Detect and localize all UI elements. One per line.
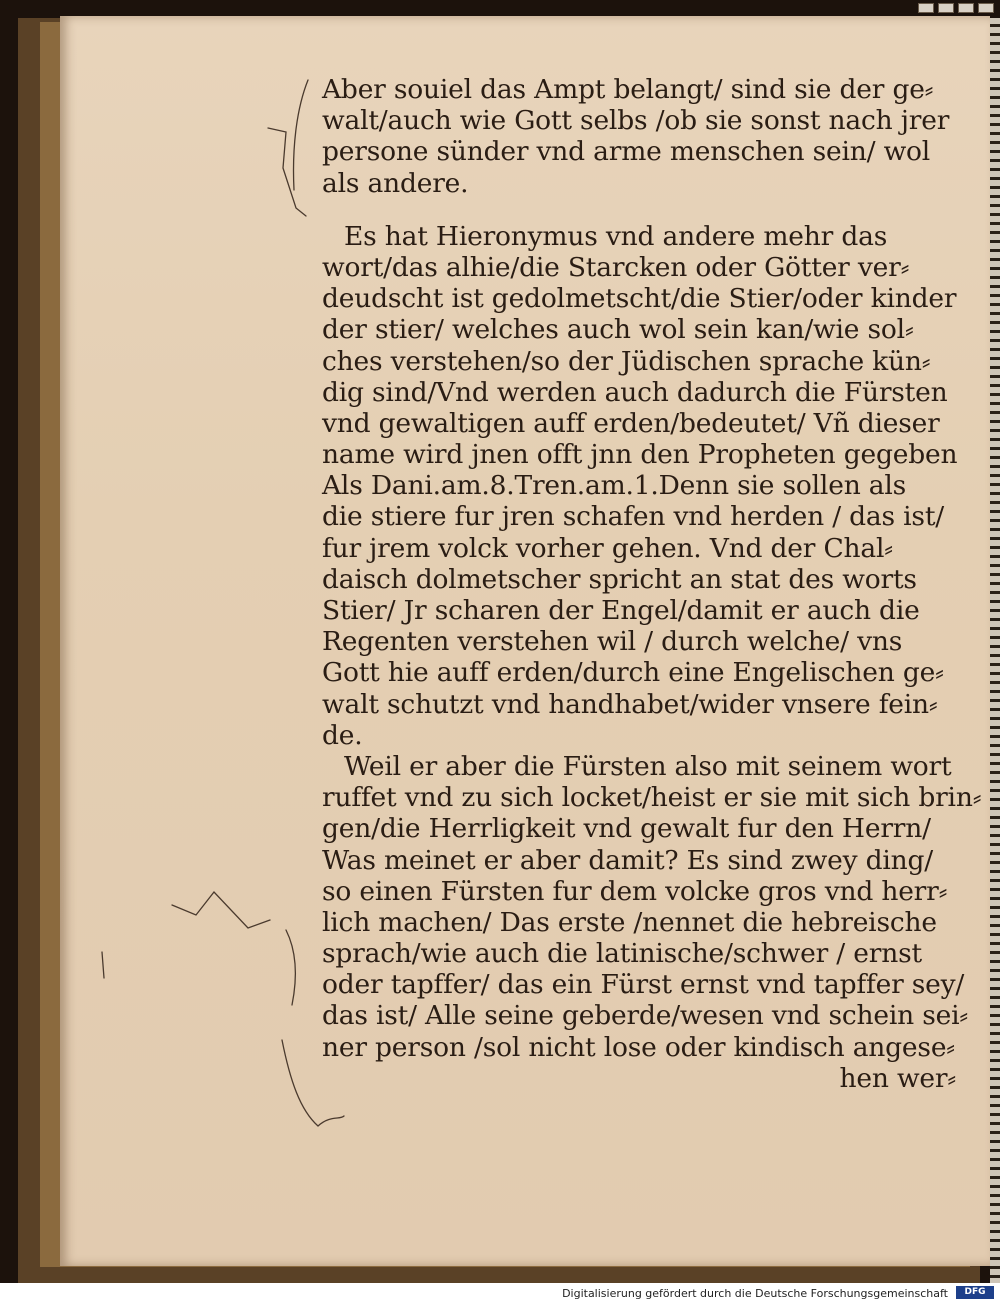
text-line: die stiere fur jren schafen vnd herden / das ist/ — [322, 501, 945, 533]
text-line: walt schutzt vnd handhabet/wider vnsere fein⸗ — [322, 688, 938, 720]
footer-credit: Digitalisierung gefördert durch die Deutsche Forschungsgemeinschaft — [562, 1287, 948, 1300]
text-line: ner person /sol nicht lose oder kindisch angese⸗ — [322, 1031, 955, 1063]
text-line: als andere. — [322, 167, 469, 199]
footer — [0, 1283, 1000, 1303]
text-line: Weil er aber die Fürsten also mit seinem wort — [344, 750, 952, 782]
text-line: Aber souiel das Ampt belangt/ sind sie der ge⸗ — [322, 74, 934, 105]
paragraph-2 — [322, 221, 962, 751]
text-line: walt/auch wie Gott selbs /ob sie sonst nach jrer — [322, 105, 950, 137]
text-line: Es hat Hieronymus vnd andere mehr das — [344, 220, 888, 252]
text-line: de. — [322, 719, 363, 751]
text-line: deudscht ist gedolmetscht/die Stier/oder kinder — [322, 283, 957, 315]
text-line: Gott hie auff erden/durch eine Engelischen ge⸗ — [322, 657, 944, 689]
text-line: oder tapffer/ das ein Fürst ernst vnd tapffer sey/ — [322, 969, 965, 1001]
dfg-logo: DFG — [956, 1286, 994, 1299]
page-text — [322, 74, 982, 1094]
text-line: Als Dani.am.8.Tren.am.1.Denn sie sollen als — [322, 470, 907, 502]
page-edge-strip — [990, 18, 1000, 1283]
text-line: ches verstehen/so der Jüdischen sprache kün⸗ — [322, 345, 931, 377]
text-line: Regenten verstehen wil / durch welche/ vns — [322, 626, 903, 658]
text-line: sprach/wie auch die latinische/schwer / ernst — [322, 938, 922, 970]
text-line: das ist/ Alle seine geberde/wesen vnd schein sei⸗ — [322, 1000, 969, 1032]
text-line: ruffet vnd zu sich locket/heist er sie mit sich brin⸗ — [322, 782, 982, 814]
text-line: wort/das alhie/die Starcken oder Götter ver⸗ — [322, 251, 910, 283]
text-line: Was meinet er aber damit? Es sind zwey ding/ — [322, 844, 934, 876]
paragraph-3 — [322, 750, 982, 1063]
text-line: daisch dolmetscher spricht an stat des worts — [322, 563, 917, 595]
text-line: vnd gewaltigen auff erden/bedeutet/ Vñ dieser — [322, 407, 940, 439]
text-line: so einen Fürsten fur dem volcke gros vnd herr⸗ — [322, 875, 948, 907]
text-line: der stier/ welches auch wol sein kan/wie sol⸗ — [322, 314, 914, 346]
color-calibration-tabs — [904, 0, 994, 16]
text-line: Stier/ Jr scharen der Engel/damit er auch die — [322, 595, 920, 626]
text-line: fur jrem volck vorher gehen. Vnd der Chal⸗ — [322, 532, 893, 564]
catchword: hen wer⸗ — [839, 1062, 956, 1094]
text-line: lich machen/ Das erste /nennet die hebreische — [322, 906, 937, 938]
text-line: dig sind/Vnd werden auch dadurch die Fürsten — [322, 376, 948, 408]
text-line: name wird jnen offt jnn den Propheten gegeben — [322, 439, 958, 471]
paragraph-1 — [322, 74, 962, 199]
text-line: gen/die Herrligkeit vnd gewalt fur den Herrn/ — [322, 813, 931, 845]
text-line: persone sünder vnd arme menschen sein/ wol — [322, 136, 931, 168]
